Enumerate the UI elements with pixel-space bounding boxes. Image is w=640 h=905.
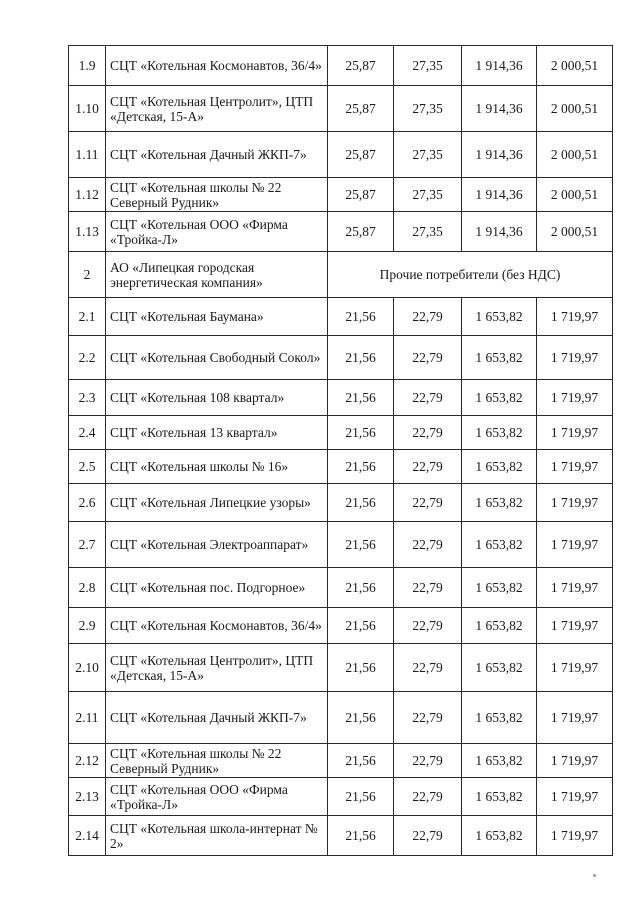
row-value-1: 25,87: [328, 86, 394, 132]
row-number: 2.9: [69, 608, 106, 644]
row-value-2: 22,79: [394, 484, 462, 522]
row-value-2: 22,79: [394, 522, 462, 568]
row-value-2: 22,79: [394, 692, 462, 744]
row-value-2: 27,35: [394, 212, 462, 252]
row-value-4: 1 719,97: [537, 298, 613, 336]
row-value-1: 21,56: [328, 692, 394, 744]
table-row: [69, 336, 613, 380]
scan-speck: [593, 874, 596, 877]
row-value-3: 1 914,36: [462, 86, 537, 132]
table-row: [69, 380, 613, 416]
row-number: 1.9: [69, 46, 106, 86]
row-value-1: 21,56: [328, 608, 394, 644]
row-value-2: 27,35: [394, 86, 462, 132]
row-name: СЦТ «Котельная Баумана»: [106, 298, 328, 336]
row-name: СЦТ «Котельная Дачный ЖКП-7»: [106, 692, 328, 744]
row-name: СЦТ «Котельная Электроаппарат»: [106, 522, 328, 568]
row-value-3: 1 653,82: [462, 608, 537, 644]
row-value-4: 2 000,51: [537, 86, 613, 132]
row-name: СЦТ «Котельная Центролит», ЦТП «Детская, 15-А»: [106, 86, 328, 132]
row-value-2: 22,79: [394, 298, 462, 336]
row-value-1: 25,87: [328, 178, 394, 212]
row-value-4: 1 719,97: [537, 778, 613, 816]
table-row: [69, 568, 613, 608]
row-name: СЦТ «Котельная Свободный Сокол»: [106, 336, 328, 380]
row-value-1: 21,56: [328, 380, 394, 416]
row-value-1: 21,56: [328, 450, 394, 484]
row-value-3: 1 653,82: [462, 816, 537, 856]
row-number: 2.2: [69, 336, 106, 380]
table-row: [69, 178, 613, 212]
row-name: СЦТ «Котельная Липецкие узоры»: [106, 484, 328, 522]
row-value-2: 27,35: [394, 132, 462, 178]
row-value-3: 1 653,82: [462, 298, 537, 336]
row-value-1: 21,56: [328, 816, 394, 856]
row-value-1: 21,56: [328, 336, 394, 380]
row-number: 2.13: [69, 778, 106, 816]
table-row: [69, 46, 613, 86]
row-name: СЦТ «Котельная школы № 16»: [106, 450, 328, 484]
row-value-3: 1 653,82: [462, 380, 537, 416]
row-number: 2.4: [69, 416, 106, 450]
row-value-2: 27,35: [394, 178, 462, 212]
row-value-4: 1 719,97: [537, 484, 613, 522]
row-number: 2.5: [69, 450, 106, 484]
table-row: [69, 644, 613, 692]
row-value-1: 21,56: [328, 416, 394, 450]
row-number: 2.12: [69, 744, 106, 778]
row-value-3: 1 653,82: [462, 568, 537, 608]
row-name: СЦТ «Котельная школа-интернат № 2»: [106, 816, 328, 856]
row-value-3: 1 653,82: [462, 484, 537, 522]
row-value-3: 1 653,82: [462, 744, 537, 778]
table-row: [69, 132, 613, 178]
row-value-3: 1 653,82: [462, 644, 537, 692]
row-name: СЦТ «Котельная 108 квартал»: [106, 380, 328, 416]
row-value-4: 1 719,97: [537, 450, 613, 484]
row-value-1: 21,56: [328, 744, 394, 778]
row-value-4: 1 719,97: [537, 336, 613, 380]
row-value-2: 22,79: [394, 608, 462, 644]
table-row: [69, 778, 613, 816]
row-number: 2.6: [69, 484, 106, 522]
row-value-2: 22,79: [394, 778, 462, 816]
row-value-3: 1 653,82: [462, 522, 537, 568]
row-value-3: 1 914,36: [462, 212, 537, 252]
row-value-3: 1 653,82: [462, 450, 537, 484]
row-name: СЦТ «Котельная Центролит», ЦТП «Детская, 15-А»: [106, 644, 328, 692]
row-number: 2.8: [69, 568, 106, 608]
row-value-3: 1 914,36: [462, 178, 537, 212]
row-value-4: 2 000,51: [537, 212, 613, 252]
table-row: [69, 692, 613, 744]
row-value-2: 22,79: [394, 644, 462, 692]
row-value-1: 21,56: [328, 298, 394, 336]
row-name: СЦТ «Котельная Космонавтов, 36/4»: [106, 46, 328, 86]
row-value-3: 1 653,82: [462, 416, 537, 450]
row-name: СЦТ «Котельная Дачный ЖКП-7»: [106, 132, 328, 178]
tariff-table: [68, 45, 613, 856]
row-value-4: 1 719,97: [537, 608, 613, 644]
table-row: [69, 86, 613, 132]
table-row: [69, 212, 613, 252]
section-number: 2: [69, 252, 106, 298]
row-value-4: 2 000,51: [537, 132, 613, 178]
row-value-4: 1 719,97: [537, 816, 613, 856]
row-value-4: 1 719,97: [537, 380, 613, 416]
table-row: [69, 522, 613, 568]
table-row: [69, 298, 613, 336]
row-value-1: 21,56: [328, 522, 394, 568]
row-number: 2.14: [69, 816, 106, 856]
row-number: 2.1: [69, 298, 106, 336]
row-value-4: 1 719,97: [537, 644, 613, 692]
row-value-2: 27,35: [394, 46, 462, 86]
row-name: СЦТ «Котельная ООО «Фирма «Тройка-Л»: [106, 212, 328, 252]
row-number: 2.10: [69, 644, 106, 692]
row-number: 1.13: [69, 212, 106, 252]
row-value-4: 1 719,97: [537, 744, 613, 778]
row-value-3: 1 914,36: [462, 132, 537, 178]
row-value-2: 22,79: [394, 744, 462, 778]
section-name: АО «Липецкая городская энергетическая компания»: [106, 252, 328, 298]
row-value-3: 1 653,82: [462, 692, 537, 744]
row-value-1: 21,56: [328, 644, 394, 692]
row-value-2: 22,79: [394, 816, 462, 856]
row-value-2: 22,79: [394, 416, 462, 450]
row-name: СЦТ «Котельная школы № 22 Северный Рудник»: [106, 744, 328, 778]
row-value-2: 22,79: [394, 568, 462, 608]
row-value-1: 21,56: [328, 568, 394, 608]
section-note: Прочие потребители (без НДС): [328, 252, 613, 298]
row-value-4: 1 719,97: [537, 416, 613, 450]
row-value-4: 1 719,97: [537, 522, 613, 568]
row-value-1: 25,87: [328, 212, 394, 252]
row-value-3: 1 653,82: [462, 778, 537, 816]
table-row: [69, 484, 613, 522]
row-value-4: 2 000,51: [537, 46, 613, 86]
row-value-2: 22,79: [394, 336, 462, 380]
row-name: СЦТ «Котельная пос. Подгорное»: [106, 568, 328, 608]
row-value-3: 1 653,82: [462, 336, 537, 380]
table-row: [69, 416, 613, 450]
row-value-1: 25,87: [328, 46, 394, 86]
row-value-4: 2 000,51: [537, 178, 613, 212]
row-number: 1.10: [69, 86, 106, 132]
row-name: СЦТ «Котельная Космонавтов, 36/4»: [106, 608, 328, 644]
row-name: СЦТ «Котельная ООО «Фирма «Тройка-Л»: [106, 778, 328, 816]
row-value-4: 1 719,97: [537, 692, 613, 744]
table-row: [69, 450, 613, 484]
row-number: 1.11: [69, 132, 106, 178]
row-value-1: 21,56: [328, 778, 394, 816]
row-number: 2.11: [69, 692, 106, 744]
row-value-2: 22,79: [394, 380, 462, 416]
table-row: [69, 608, 613, 644]
table-row: [69, 744, 613, 778]
row-number: 2.3: [69, 380, 106, 416]
table-row: [69, 816, 613, 856]
row-value-1: 21,56: [328, 484, 394, 522]
row-value-3: 1 914,36: [462, 46, 537, 86]
row-value-4: 1 719,97: [537, 568, 613, 608]
section-row: [69, 252, 613, 298]
row-name: СЦТ «Котельная 13 квартал»: [106, 416, 328, 450]
row-number: 1.12: [69, 178, 106, 212]
row-name: СЦТ «Котельная школы № 22 Северный Рудник»: [106, 178, 328, 212]
row-value-1: 25,87: [328, 132, 394, 178]
row-number: 2.7: [69, 522, 106, 568]
row-value-2: 22,79: [394, 450, 462, 484]
